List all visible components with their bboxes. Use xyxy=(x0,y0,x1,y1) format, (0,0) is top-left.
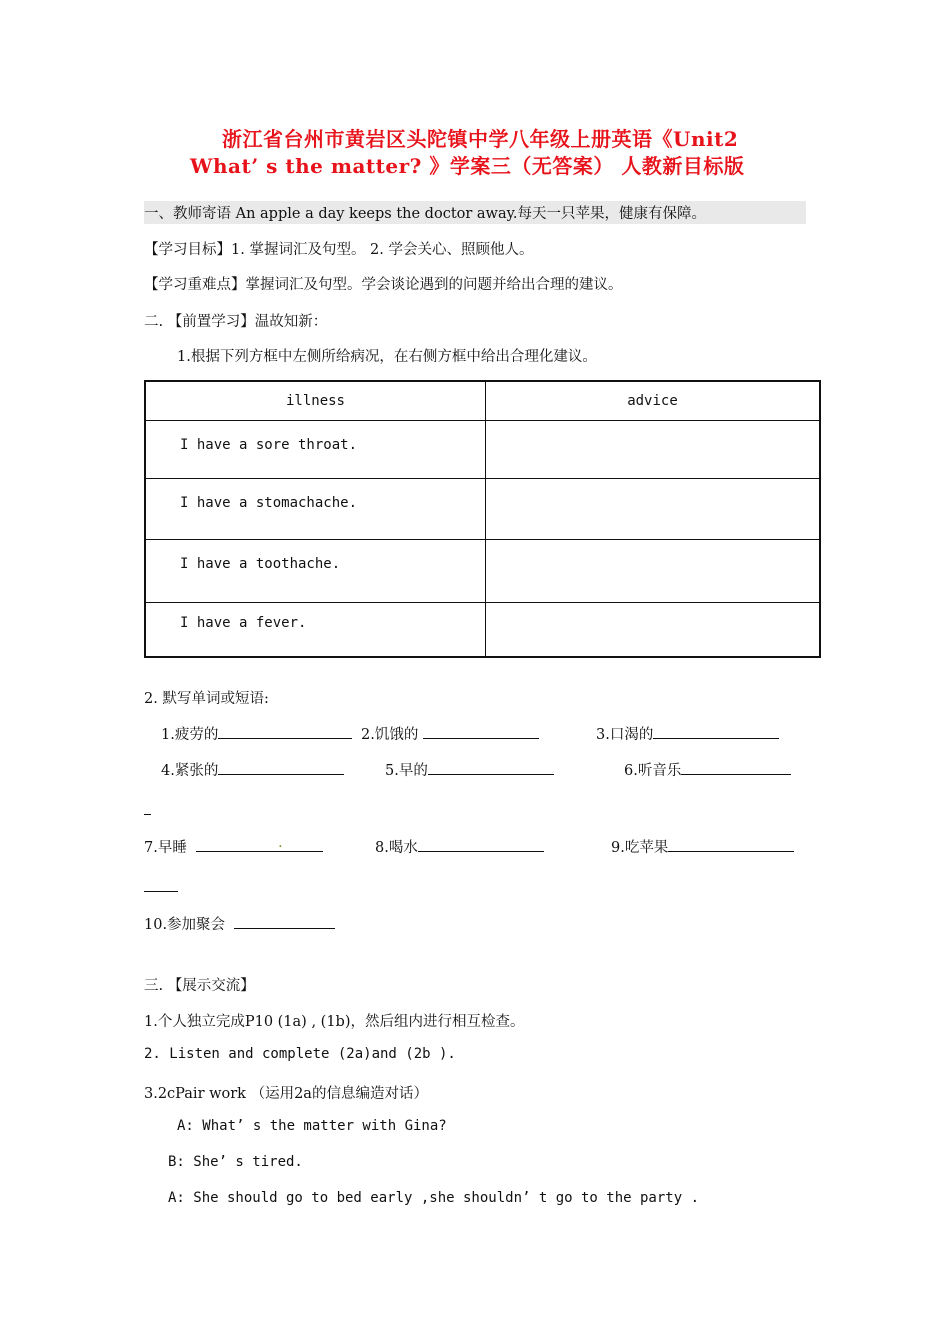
blank-continuation xyxy=(144,814,151,815)
dictation-item-tired xyxy=(161,723,352,744)
answer-blank[interactable] xyxy=(653,724,779,739)
answer-blank[interactable] xyxy=(681,760,791,775)
table-row xyxy=(145,479,820,540)
answer-blank[interactable] xyxy=(423,724,539,739)
answer-blank[interactable] xyxy=(418,837,544,852)
advice-cell[interactable] xyxy=(486,603,821,657)
table-header-illness: illness xyxy=(145,381,486,421)
exchange-item-1: 1.个人独立完成P10 (1a) , (1b)，然后组内进行相互检查。 xyxy=(144,1014,525,1030)
dictation-label: 9.吃苹果 xyxy=(611,840,669,856)
advice-cell[interactable] xyxy=(486,479,821,540)
answer-blank[interactable] xyxy=(218,724,352,739)
illness-cell: I have a toothache. xyxy=(145,540,486,603)
illness-cell: I have a stomachache. xyxy=(145,479,486,540)
key-points: 【学习重难点】掌握词汇及句型。学会谈论遇到的问题并给出合理的建议。 xyxy=(144,277,623,293)
dialog-line-a2: A: She should go to bed early ,she shouldn’ t go to the party . xyxy=(168,1190,700,1206)
table-row xyxy=(145,540,820,603)
document-title-line1: 浙江省台州市黄岩区头陀镇中学八年级上册英语《Unit2 xyxy=(222,127,739,151)
exchange-item-2: 2. Listen and complete (2a)and (2b ). xyxy=(144,1046,456,1062)
dictation-item-eat-apple xyxy=(611,836,794,857)
learning-goals: 【学习目标】1. 掌握词汇及句型。 2. 学会关心、照顾他人。 xyxy=(144,242,534,258)
answer-blank[interactable] xyxy=(196,837,323,852)
pre-study-heading: 二. 【前置学习】温故知新： xyxy=(144,314,328,330)
table-header-advice: advice xyxy=(486,381,821,421)
answer-blank[interactable] xyxy=(234,914,335,929)
dictation-label: 8.喝水 xyxy=(375,840,418,856)
teacher-motto: 一、教师寄语 An apple a day keeps the doctor away.每天一只苹果，健康有保障。 xyxy=(144,201,806,224)
dictation-label: 5.早的 xyxy=(385,763,428,779)
illness-advice-table xyxy=(144,380,821,658)
dictation-item-listen-music xyxy=(624,759,791,780)
dialog-line-b1: B: She’ s tired. xyxy=(168,1154,303,1170)
decorative-dot: . xyxy=(278,835,283,851)
answer-blank[interactable] xyxy=(668,837,794,852)
dictation-heading: 2. 默写单词或短语: xyxy=(144,691,269,707)
dictation-label: 10.参加聚会 xyxy=(144,917,226,933)
table-row xyxy=(145,421,820,479)
dictation-item-drink-water xyxy=(375,836,544,857)
exchange-heading: 三. 【展示交流】 xyxy=(144,978,255,994)
illness-cell: I have a fever. xyxy=(145,603,486,657)
illness-cell: I have a sore throat. xyxy=(145,421,486,479)
dictation-item-go-to-bed-early xyxy=(144,836,323,857)
advice-cell[interactable] xyxy=(486,421,821,479)
dialog-line-a1: A: What’ s the matter with Gina? xyxy=(177,1118,447,1134)
table-header-row xyxy=(145,381,820,421)
dictation-label: 4.紧张的 xyxy=(161,763,219,779)
task1-instruction: 1.根据下列方框中左侧所给病况，在右侧方框中给出合理化建议。 xyxy=(177,349,597,365)
advice-cell[interactable] xyxy=(486,540,821,603)
dictation-item-early xyxy=(385,759,554,780)
dictation-label: 6.听音乐 xyxy=(624,763,682,779)
dictation-item-party xyxy=(144,913,335,934)
dictation-item-thirsty xyxy=(596,723,779,744)
dictation-item-nervous xyxy=(161,759,344,780)
dictation-label: 7.早睡 xyxy=(144,840,187,856)
dictation-label: 2.饥饿的 xyxy=(361,727,419,743)
exchange-item-3: 3.2cPair work （运用2a的信息编造对话） xyxy=(144,1086,428,1102)
dictation-label: 1.疲劳的 xyxy=(161,727,219,743)
table-row xyxy=(145,603,820,657)
dictation-label: 3.口渴的 xyxy=(596,727,654,743)
document-title-line2: What’ s the matter? 》学案三（无答案） 人教新目标版 xyxy=(190,154,745,178)
answer-blank[interactable] xyxy=(428,760,554,775)
blank-continuation xyxy=(144,891,178,892)
answer-blank[interactable] xyxy=(218,760,344,775)
dictation-item-hungry xyxy=(361,723,539,744)
